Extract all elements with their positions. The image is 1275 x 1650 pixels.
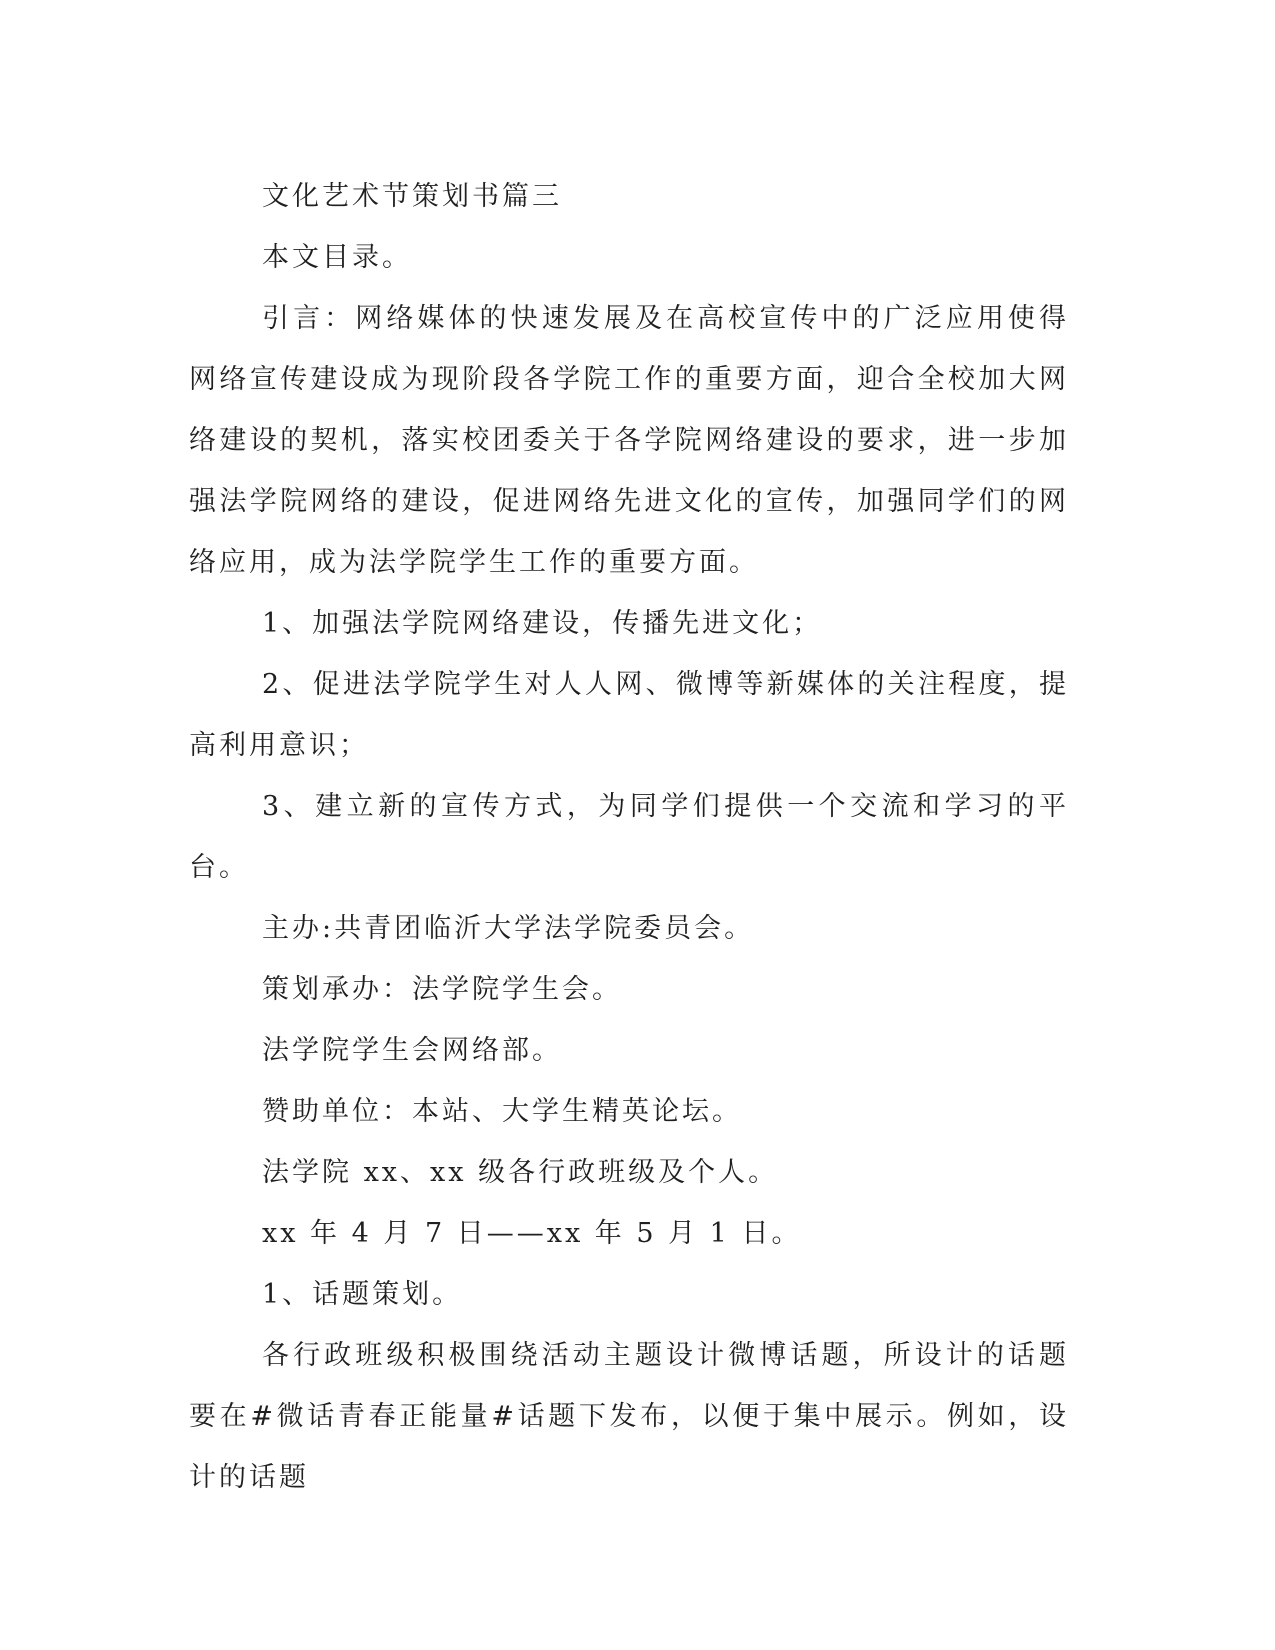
- organizer-line: 主办:共青团临沂大学法学院委员会。: [262, 913, 755, 944]
- date-range-line: xx 年 4 月 7 日——xx 年 5 月 1 日。: [262, 1218, 802, 1249]
- objective-item-2: 2、促进法学院学生对人人网、微博等新媒体的关注程度，提高利用意识；: [189, 669, 1069, 761]
- co-organizer-line: 策划承办：法学院学生会。: [262, 974, 622, 1005]
- participants-line: 法学院 xx、xx 级各行政班级及个人。: [262, 1157, 779, 1188]
- department-line: 法学院学生会网络部。: [262, 1035, 562, 1066]
- document-body: [189, 166, 1069, 1508]
- objective-item-3: 3、建立新的宣传方式，为同学们提供一个交流和学习的平台。: [189, 791, 1069, 883]
- sponsor-line: 赞助单位：本站、大学生精英论坛。: [262, 1096, 742, 1127]
- topic-planning-paragraph: 各行政班级积极围绕活动主题设计微博话题，所设计的话题要在#微话青春正能量#话题下发布，以便于集中展示。例如，设计的话题: [189, 1340, 1069, 1493]
- table-of-contents-label: 本文目录。: [262, 242, 412, 273]
- section-heading-topic-planning: 1、话题策划。: [262, 1279, 463, 1310]
- introduction-paragraph: 引言：网络媒体的快速发展及在高校宣传中的广泛应用使得网络宣传建设成为现阶段各学院工作的重要方面，迎合全校加大网络建设的契机，落实校团委关于各学院网络建设的要求，进一步加强法学院网络的建设，促进网络先进文化的宣传，加强同学们的网络应用，成为法学院学生工作的重要方面。: [189, 303, 1069, 578]
- objective-item-1: 1、加强法学院网络建设，传播先进文化；: [262, 608, 823, 639]
- document-title: 文化艺术节策划书篇三: [262, 181, 562, 212]
